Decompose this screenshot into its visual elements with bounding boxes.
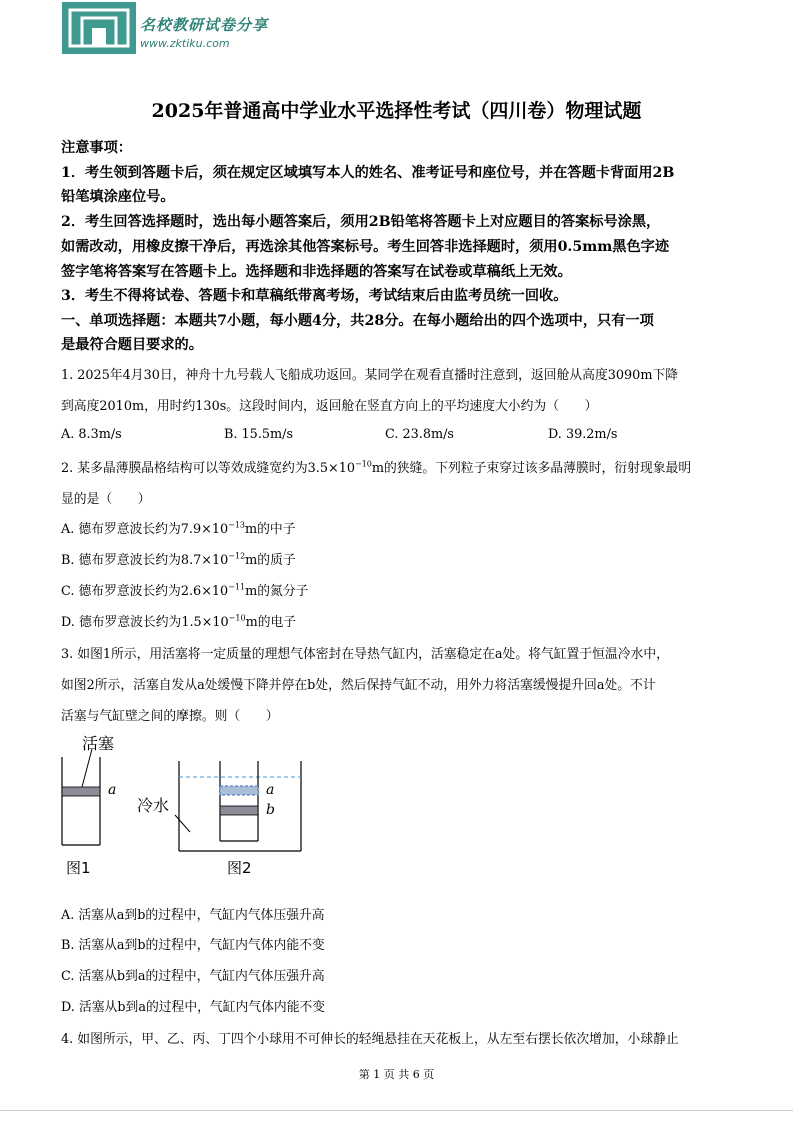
- q2-option-a: [61, 518, 296, 537]
- logo-icon: [62, 2, 136, 54]
- q2-option-c-exponent: −11: [228, 582, 246, 592]
- q2-option-a-exponent: −13: [228, 520, 245, 530]
- notice-item2-line3: 签字笔将答案写在答题卡上。选择题和非选择题的答案写在试卷或草稿纸上无效。: [61, 264, 572, 280]
- fig1-label-a: a: [108, 782, 117, 798]
- q2-option-a-text: A. 德布罗意波长约为7.9×10: [61, 522, 229, 537]
- q2-option-d-exponent: −10: [228, 613, 246, 623]
- q3-line2: 如图2所示，活塞自发从a处缓慢下降并停在b处，然后保持气缸不动，用外力将活塞缓慢提升回a处。不计: [61, 678, 656, 693]
- q2-option-d: [61, 611, 296, 630]
- footer-divider: [0, 1110, 793, 1111]
- q2-option-d-text: D. 德布罗意波长约为1.5×10: [61, 615, 229, 630]
- page-title: 2025年普通高中学业水平选择性考试（四川卷）物理试题: [151, 100, 642, 122]
- fig1-cylinder: [62, 749, 100, 845]
- fig1-piston-pointer: [82, 749, 92, 787]
- q2-option-b-exponent: −12: [228, 551, 246, 561]
- q1-option-c: C. 23.8m/s: [385, 427, 454, 442]
- notice-item2-line1: 2．考生回答选择题时，选出每小题答案后，须用2B铅笔将答题卡上对应题目的答案标号涂黑，: [61, 214, 661, 230]
- q1-line1: 1. 2025年4月30日，神舟十九号载人飞船成功返回。某同学在观看直播时注意到，返回舱从高度3090m下降: [61, 368, 679, 383]
- q2-option-c-text: C. 德布罗意波长约为2.6×10: [61, 584, 229, 599]
- q4-line1: 4. 如图所示，甲、乙、丙、丁四个小球用不可伸长的轻绳悬挂在天花板上，从左至右摆长依次增加，小球静止: [61, 1032, 679, 1047]
- logo-text: 名校教研试卷分享: [140, 16, 269, 34]
- page-footer: 第 1 页 共 6 页: [358, 1068, 435, 1081]
- q2-option-b: [61, 549, 296, 568]
- fig2-piston-position-a: [220, 786, 258, 795]
- fig2-label-a: a: [266, 782, 275, 798]
- q2-line1: [61, 457, 691, 476]
- section1-line2: 是最符合题目要求的。: [61, 337, 203, 353]
- q1-option-d: D. 39.2m/s: [548, 427, 618, 442]
- q1-option-a: A. 8.3m/s: [61, 427, 122, 442]
- notice-item3: 3．考生不得将试卷、答题卡和草稿纸带离考场，考试结束后由监考员统一回收。: [61, 288, 568, 304]
- fig2-cylinder: [220, 761, 258, 841]
- q2-option-b-unit: m的质子: [245, 553, 296, 568]
- notice-heading: 注意事项：: [61, 140, 132, 156]
- fig2-label-b: b: [266, 802, 275, 818]
- q2-option-c-unit: m的氮分子: [245, 584, 309, 599]
- logo-url: www.zktiku.com: [140, 37, 230, 50]
- q2-line1-text-b: m的狭缝。下列粒子束穿过该多晶薄膜时，衍射现象最明: [371, 461, 692, 476]
- q3-option-c: C. 活塞从b到a的过程中，气缸内气体压强升高: [61, 969, 325, 984]
- q2-line2: 显的是（ ）: [61, 492, 151, 507]
- q2-option-c: [61, 580, 308, 599]
- notice-item1-line2: 铅笔填涂座位号。: [61, 189, 175, 205]
- q2-option-b-text: B. 德布罗意波长约为8.7×10: [61, 553, 229, 568]
- q1-line2: 到高度2010m，用时约130s。这段时间内，返回舱在竖直方向上的平均速度大小约为（ ）: [61, 399, 598, 414]
- q3-option-a: A. 活塞从a到b的过程中，气缸内气体压强升高: [61, 908, 325, 923]
- q2-option-d-unit: m的电子: [245, 615, 297, 630]
- notice-item1-line1: 1．考生领到答题卡后，须在规定区域填写本人的姓名、准考证号和座位号，并在答题卡背面用2B: [61, 165, 675, 181]
- fig2-piston-position-b: [220, 806, 258, 815]
- q3-line3: 活塞与气缸壁之间的摩擦。则（ ）: [61, 709, 279, 724]
- notice-item2-line2: 如需改动，用橡皮擦干净后，再选涂其他答案标号。考生回答非选择题时，须用0.5mm黑色字迹: [61, 239, 670, 255]
- fig1-piston: [62, 787, 100, 796]
- fig1-caption: 图1: [66, 859, 91, 877]
- q3-option-d: D. 活塞从b到a的过程中，气缸内气体内能不变: [61, 1000, 326, 1015]
- fig1-piston-label: 活塞: [82, 734, 115, 753]
- q3-option-b: B. 活塞从a到b的过程中，气缸内气体内能不变: [61, 938, 325, 953]
- q2-line1-exponent: −10: [354, 459, 372, 469]
- logo: [62, 2, 136, 54]
- fig2-water-pointer: [175, 815, 190, 832]
- q2-option-a-unit: m的中子: [245, 522, 296, 537]
- section1-line1: 一、单项选择题：本题共7小题，每小题4分，共28分。在每小题给出的四个选项中，只有一项: [61, 313, 654, 329]
- q3-line1: 3. 如图1所示，用活塞将一定质量的理想气体密封在导热气缸内，活塞稳定在a处。将气缸置于恒温冷水中，: [61, 647, 669, 662]
- q1-option-b: B. 15.5m/s: [224, 427, 294, 442]
- fig2-water-label: 冷水: [137, 796, 170, 815]
- q3-figure: [58, 733, 308, 881]
- fig2-caption: 图2: [227, 859, 252, 877]
- q2-line1-text-a: 2. 某多晶薄膜晶格结构可以等效成缝宽约为3.5×10: [61, 461, 355, 476]
